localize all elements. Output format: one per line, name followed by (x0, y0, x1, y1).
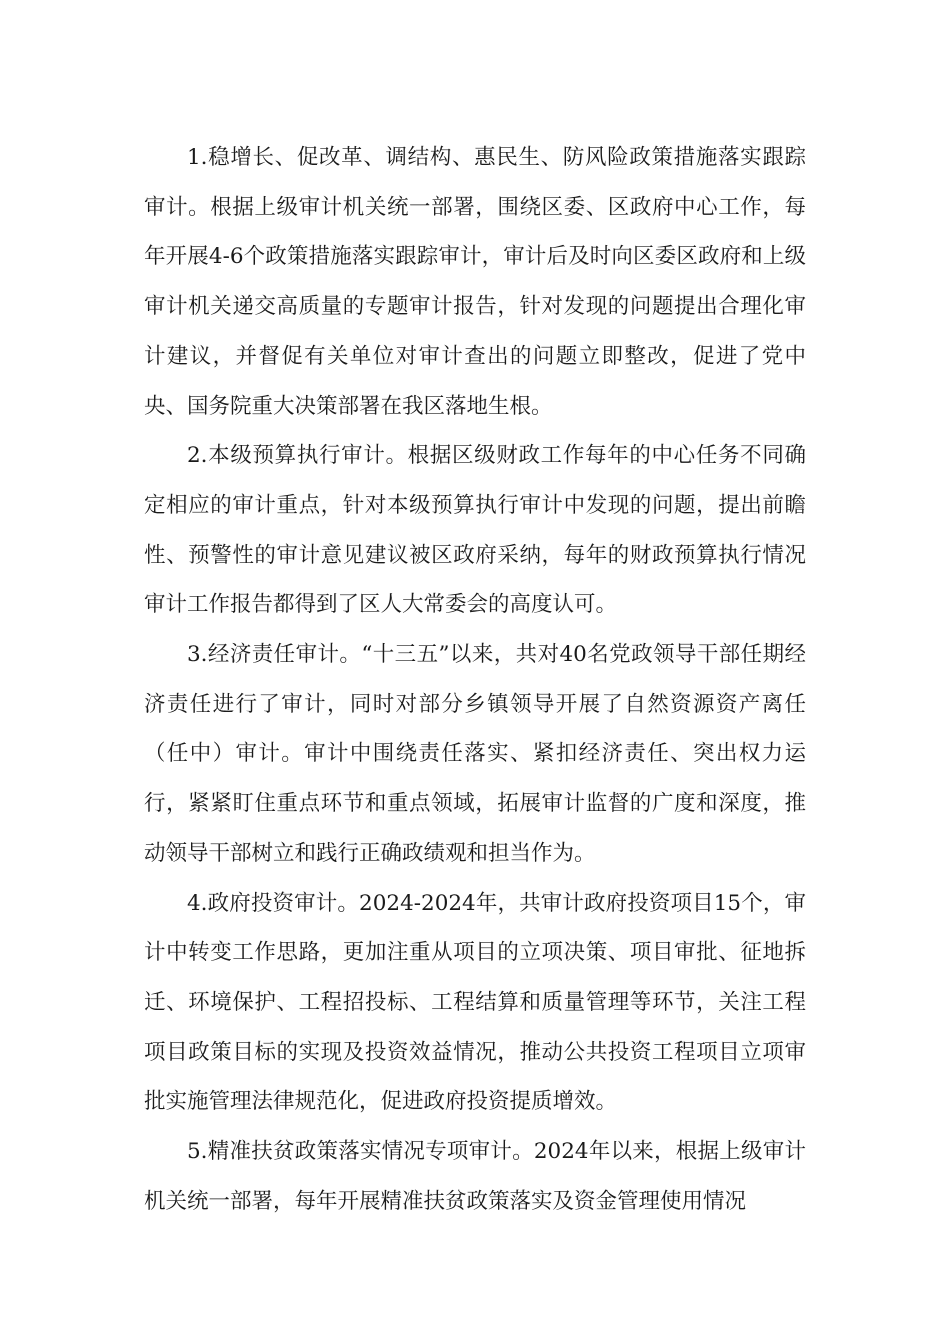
document-body (144, 133, 806, 1226)
paragraph-poverty-alleviation-audit: 5.精准扶贫政策落实情况专项审计。2024年以来，根据上级审计机关统一部署，每年开展精准扶贫政策落实及资金管理使用情况 (144, 1139, 806, 1214)
paragraph-policy-audit: 1.稳增长、促改革、调结构、惠民生、防风险政策措施落实跟踪审计。根据上级审计机关统一部署，围绕区委、区政府中心工作，每年开展4-6个政策措施落实跟踪审计，审计后及时向区委区政府和上级审计机关递交高质量的专题审计报告，针对发现的问题提出合理化审计建议，并督促有关单位对审计查出的问题立即整改，促进了党中央、国务院重大决策部署在我区落地生根。 (144, 145, 806, 419)
paragraph-economic-responsibility-audit: 3.经济责任审计。“十三五”以来，共对40名党政领导干部任期经济责任进行了审计，同时对部分乡镇领导开展了自然资源资产离任（任中）审计。审计中围绕责任落实、紧扣经济责任、突出权力运行，紧紧盯住重点环节和重点领域，拓展审计监督的广度和深度，推动领导干部树立和践行正确政绩观和担当作为。 (144, 642, 806, 866)
paragraph-budget-audit: 2.本级预算执行审计。根据区级财政工作每年的中心任务不同确定相应的审计重点，针对本级预算执行审计中发现的问题，提出前瞻性、预警性的审计意见建议被区政府采纳，每年的财政预算执行情况审计工作报告都得到了区人大常委会的高度认可。 (144, 443, 806, 618)
paragraph-investment-audit: 4.政府投资审计。2024-2024年，共审计政府投资项目15个，审计中转变工作思路，更加注重从项目的立项决策、项目审批、征地拆迁、环境保护、工程招投标、工程结算和质量管理等环节，关注工程项目政策目标的实现及投资效益情况，推动公共投资工程项目立项审批实施管理法律规范化，促进政府投资提质增效。 (144, 890, 806, 1115)
